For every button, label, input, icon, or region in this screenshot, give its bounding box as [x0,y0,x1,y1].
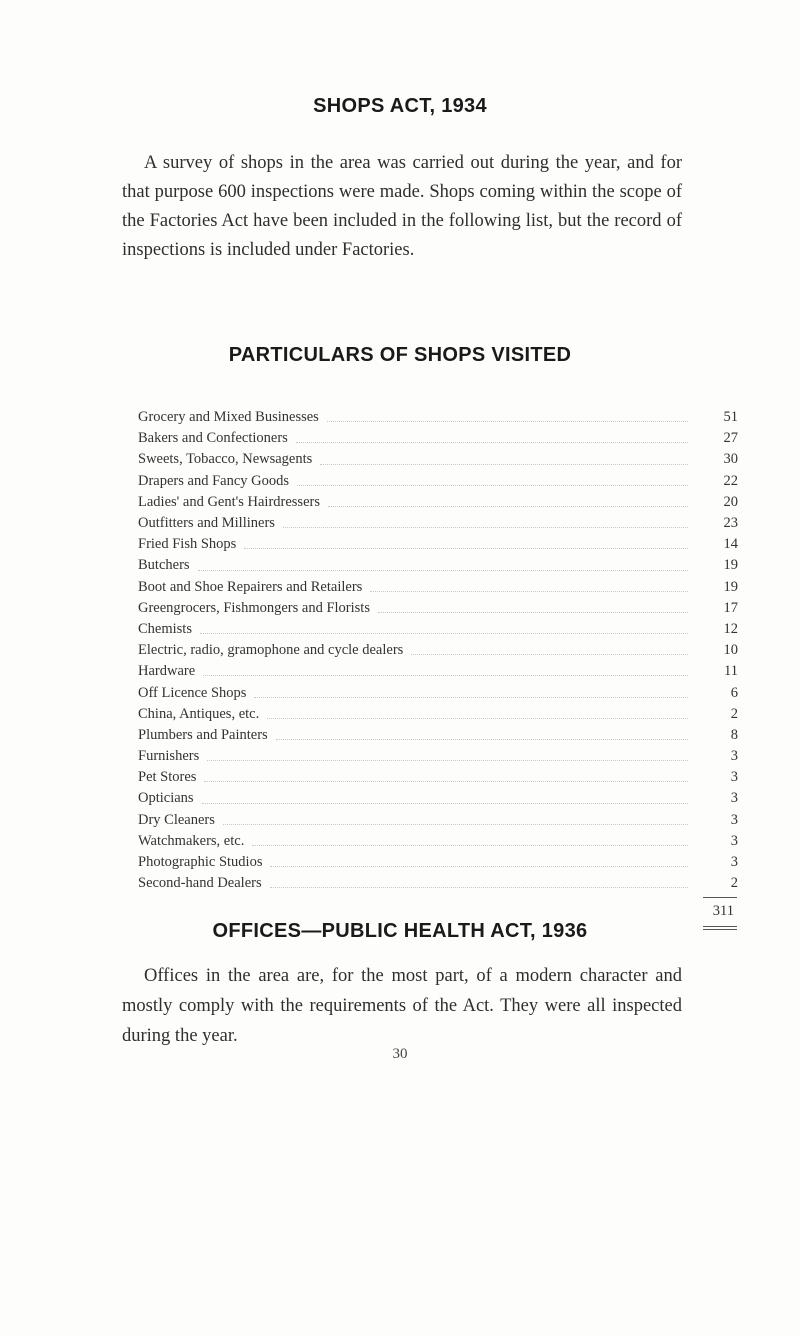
shop-count: 19 [723,578,738,595]
list-item [138,810,738,831]
list-item [138,852,738,873]
shop-type-label: Pet Stores [138,769,197,786]
leader-dots [370,590,688,592]
leader-dots [203,674,688,676]
leader-dots [327,420,688,422]
offices-heading: OFFICES—PUBLIC HEALTH ACT, 1936 [212,920,588,942]
list-item [138,492,738,513]
shop-count: 19 [723,557,738,574]
leader-dots [202,802,688,804]
shop-count: 27 [723,430,738,447]
shop-count: 11 [724,663,738,680]
shop-type-label: Butchers [138,557,190,574]
offices-paragraph: Offices in the area are, for the most part, of a modern character and mostly comply with the requirements of the Act. They were all inspected during the year. [122,966,682,1046]
list-item [138,788,738,809]
leader-dots [270,886,688,888]
intro-paragraph: A survey of shops in the area was carried out during the year, and for that purpose 600 inspections were made. Shops coming within the scope of the Factories Act have been included in the following list, but the record of inspections is included under Factories. [122,153,682,260]
leader-dots [198,569,688,571]
leader-dots [252,844,688,846]
shop-count: 51 [723,409,738,426]
shop-type-label: Chemists [138,620,192,637]
shop-type-label: Furnishers [138,748,200,765]
leader-dots [276,738,688,740]
shop-type-label: Fried Fish Shops [138,536,237,553]
shop-type-label: Bakers and Confectioners [138,430,288,447]
shop-count: 3 [730,790,738,807]
shop-count: 2 [730,875,738,892]
list-item [138,471,738,492]
shop-count: 3 [730,854,738,871]
leader-dots [223,823,688,825]
list-item [138,513,738,534]
shop-count: 3 [730,832,738,849]
leader-dots [411,653,688,655]
list-item [138,767,738,788]
shop-count: 3 [730,769,738,786]
shop-type-label: Plumbers and Painters [138,726,268,743]
shop-count: 6 [730,684,738,701]
list-item [138,428,738,449]
list-item [138,704,738,725]
shop-type-label: Outfitters and Milliners [138,515,275,532]
shop-type-label: Second-hand Dealers [138,875,262,892]
shop-count: 23 [723,515,738,532]
list-item [138,640,738,661]
shop-count: 20 [723,493,738,510]
leader-dots [296,441,688,443]
list-item [138,449,738,470]
shop-count: 8 [730,726,738,743]
shop-count: 22 [723,472,738,489]
list-item [138,619,738,640]
list-item [138,682,738,703]
leader-dots [320,463,688,465]
shop-type-label: Dry Cleaners [138,811,215,828]
shop-type-label: Greengrocers, Fishmongers and Florists [138,599,370,616]
page-number: 30 [392,1046,408,1062]
leader-dots [328,505,688,507]
leader-dots [297,484,688,486]
total-count: 311 [712,903,734,919]
leader-dots [244,547,688,549]
shop-type-label: Watchmakers, etc. [138,832,245,849]
list-item [138,746,738,767]
list-item [138,831,738,852]
leader-dots [283,526,688,528]
shop-type-label: Boot and Shoe Repairers and Retailers [138,578,363,595]
shop-type-label: Hardware [138,663,196,680]
shop-count: 30 [723,451,738,468]
particulars-heading: PARTICULARS OF SHOPS VISITED [228,344,572,366]
shop-count: 17 [723,599,738,616]
shop-type-label: Sweets, Tobacco, Newsagents [138,451,313,468]
shop-type-label: Photographic Studios [138,854,263,871]
list-item [138,873,738,894]
shop-type-label: Opticians [138,790,194,807]
leader-dots [254,696,688,698]
list-item [138,534,738,555]
shop-type-label: Grocery and Mixed Businesses [138,409,319,426]
leader-dots [207,759,688,761]
shops-list [138,407,738,894]
list-item [138,577,738,598]
shop-count: 3 [730,748,738,765]
list-item [138,555,738,576]
shop-count: 10 [723,642,738,659]
shop-count: 2 [730,705,738,722]
shop-type-label: Off Licence Shops [138,684,247,701]
list-item [138,598,738,619]
leader-dots [200,632,688,634]
list-item [138,725,738,746]
shop-type-label: Ladies' and Gent's Hairdressers [138,493,320,510]
leader-dots [204,780,688,782]
shop-count: 12 [723,620,738,637]
shop-count: 3 [730,811,738,828]
leader-dots [378,611,688,613]
list-item [138,661,738,682]
leader-dots [270,865,688,867]
total-rule-top [703,897,737,898]
leader-dots [267,717,688,719]
list-item [138,407,738,428]
shop-count: 14 [723,536,738,553]
page-title: SHOPS ACT, 1934 [313,95,487,117]
shop-type-label: Drapers and Fancy Goods [138,472,290,489]
shop-type-label: Electric, radio, gramophone and cycle dealers [138,642,404,659]
shop-type-label: China, Antiques, etc. [138,705,260,722]
